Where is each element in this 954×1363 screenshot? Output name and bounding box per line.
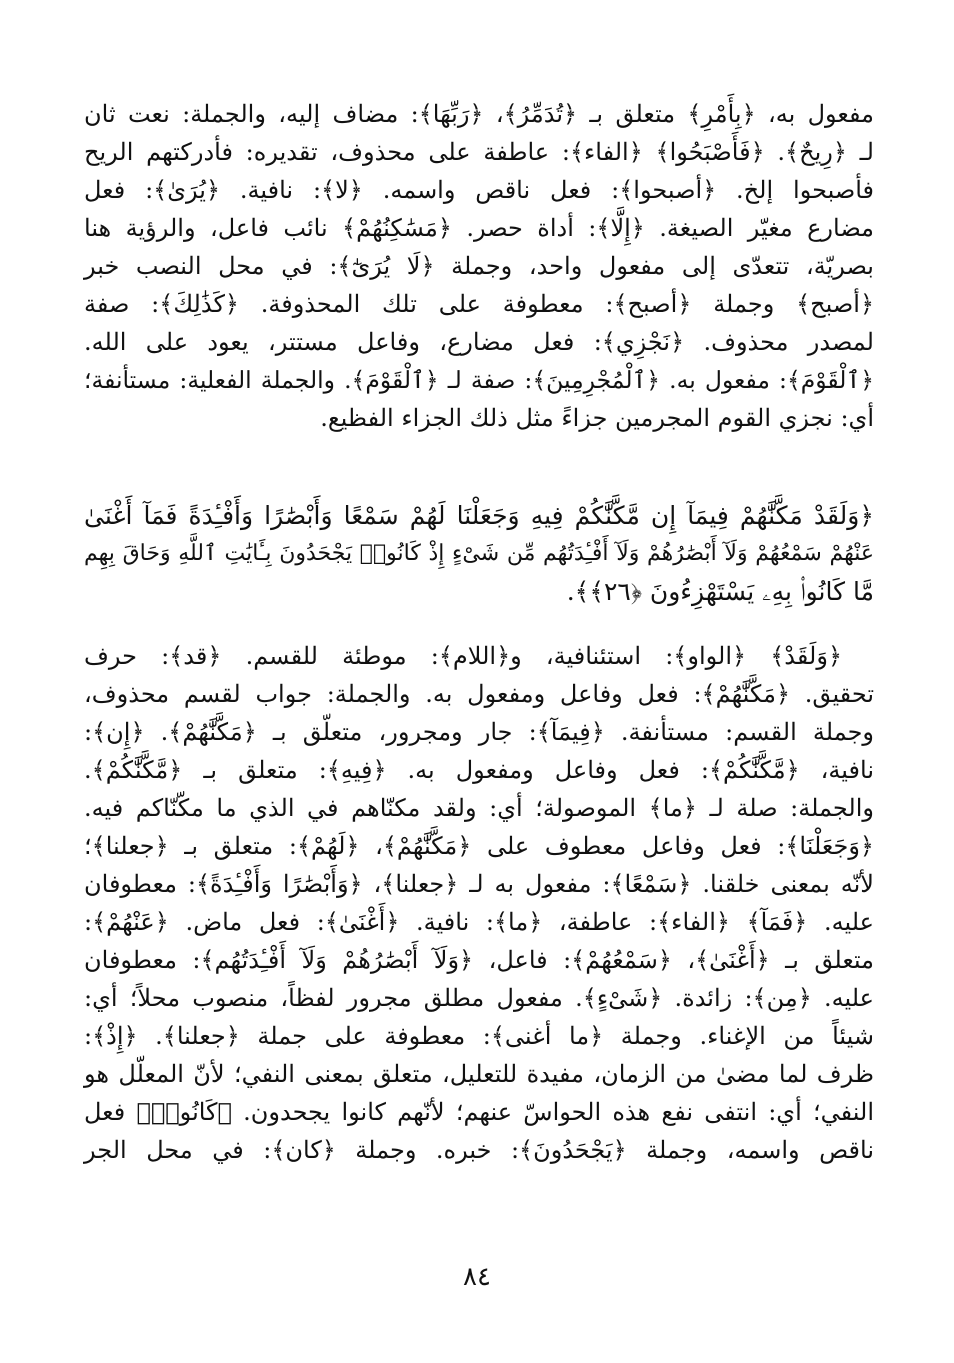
quran-verse [84, 497, 874, 611]
text-line: ظرف لما مضىٰ من الزمان، مفيدة للتعليل، متعلق بمعنى النفي؛ لأنّ المعلّل هو [84, 1060, 874, 1088]
text-line: ﴿وَلَقَدْ﴾ ﴿الواو﴾: استئنافية، و﴿اللام﴾: موطئة للقسم. ﴿قد﴾: حرف [84, 642, 843, 670]
text-line: ﴿وَجَعَلْنَا﴾: فعل وفاعل معطوف على ﴿مَكَّنَّٰهُمْ﴾، ﴿لَهُمْ﴾: متعلق بـ ﴿جعلنا﴾؛ [84, 832, 874, 860]
text-line: والجملة: صلة لـ ﴿ما﴾ الموصولة؛ أي: ولقد مكنّاهم في الذي ما مكّنّاكم فيه. [84, 794, 874, 822]
text-line: النفي؛ أي: انتفى نفع هذه الحواسّ عنهم؛ لأنّهم كانوا يجحدون. ﴿كَانُوا۟﴾ فعل [84, 1098, 874, 1126]
commentary-paragraph-2 [84, 637, 874, 1169]
text-line: مضارع مغيّر الصيغة. ﴿إِلَّا﴾: أداة حصر. ﴿مَسَٰكِنُهُمْ﴾ نائب فاعل، والرؤية هنا [84, 214, 874, 242]
verse-line: مَّا كَانُوا۟ بِهِۦ يَسْتَهْزِءُونَ ﴿٢٦﴾﴾. [566, 577, 874, 606]
text-line: ﴿أصبح﴾ وجملة ﴿أصبح﴾: معطوفة على تلك المحذوفة. ﴿كَذَٰلِكَ﴾: صفة [84, 290, 874, 318]
text-line: عليه. ﴿فَمَآ﴾ ﴿الفاء﴾: عاطفة، ﴿ما﴾: نافية. ﴿أَغْنَىٰ﴾: فعل ماض. ﴿عَنْهُمْ﴾: [84, 908, 874, 936]
page-number: ٨٤ [463, 1262, 491, 1292]
text-line: لـ ﴿رِيحٌ﴾. ﴿فَأَصْبَحُوا﴾ ﴿الفاء﴾: عاطفة على محذوف، تقديره: فأدركتهم الريح [84, 138, 874, 166]
commentary-paragraph-1 [84, 95, 874, 437]
text-line: عليه. ﴿مِن﴾: زائدة. ﴿شَىْءٍ﴾. مفعول مطلق مجرور لفظاً، منصوب محلاً؛ أي: [84, 984, 874, 1012]
text-line: تحقيق. ﴿مَكَّنَّٰهُمْ﴾: فعل وفاعل ومفعول به. والجملة: جواب لقسم محذوف، [84, 680, 874, 708]
text-line: فأصبحوا إلخ. ﴿أصبحوا﴾: فعل ناقص واسمه. ﴿لا﴾: نافية. ﴿يُرَىٰ﴾: فعل [84, 176, 874, 204]
text-line: متعلق بـ ﴿أَغْنَىٰ﴾، ﴿سَمْعُهُمْ﴾: فاعل، ﴿وَلَآ أَبْصَٰرُهُمْ وَلَآ أَفْـِٔدَتُهُم﴾: معطوفان [84, 946, 874, 974]
text-line: ناقص واسمه، وجملة ﴿يَجْحَدُونَ﴾: خبره. وجملة ﴿كان﴾: في محل الجر [84, 1136, 874, 1164]
verse-line: ﴿وَلَقَدْ مَكَّنَّٰهُمْ فِيمَآ إِن مَّكَّنَّٰكُمْ فِيهِ وَجَعَلْنَا لَهُمْ سَمْعًا وَأَبْصَٰرًا وَأَفْـِٔدَةً فَمَآ أَغْنَىٰ [84, 501, 874, 530]
verse-line: عَنْهُمْ سَمْعُهُمْ وَلَآ أَبْصَٰرُهُمْ وَلَآ أَفْـِٔدَتُهُم مِّن شَىْءٍ إِذْ كَانُوا۟ يَجْحَدُونَ بِـَٔايَٰتِ ٱللَّهِ وَحَاقَ بِهِم [84, 541, 874, 566]
text-line: شيئاً من الإغناء. وجملة ﴿ما أغنى﴾: معطوفة على جملة ﴿جعلنا﴾. ﴿إِذْ﴾: [84, 1022, 874, 1050]
text-line: ﴿ٱلْقَوْمَ﴾: مفعول به. ﴿ٱلْمُجْرِمِينَ﴾: صفة لـ ﴿ٱلْقَوْمَ﴾. والجملة الفعلية: مستأنفة؛ [84, 366, 874, 394]
text-line: لأنّه بمعنى خلقنا. ﴿سَمْعًا﴾: مفعول به لـ ﴿جعلنا﴾، ﴿وَأَبْصَٰرًا وَأَفْـِٔدَةً﴾: معطوفان [84, 870, 874, 898]
text-line: لمصدر محذوف. ﴿نَجْزِي﴾: فعل مضارع، وفاعل مستتر، يعود على الله. [84, 328, 874, 356]
text-line: مفعول به، ﴿بِأَمْرِ﴾ متعلق بـ ﴿تُدَمِّرُ﴾، ﴿رَبِّهَا﴾: مضاف إليه، والجملة: نعت ثان [84, 100, 874, 128]
text-line: أي: نجزي القوم المجرمين جزاءً مثل ذلك الجزاء الفظيع. [320, 404, 874, 432]
text-line: بصريّة، تتعدّى إلى مفعول واحد، وجملة ﴿لَا يُرَىٰٓ﴾: في محل النصب خبر [84, 252, 874, 280]
text-line: وجملة القسم: مستأنفة. ﴿فِيمَآ﴾: جار ومجرور، متعلّق بـ ﴿مَكَّنَّٰهُمْ﴾. ﴿إِن﴾: [84, 718, 874, 746]
text-line: نافية، ﴿مَّكَّنَّٰكُمْ﴾: فعل وفاعل ومفعول به. ﴿فِيهِ﴾: متعلق بـ ﴿مَّكَّنَّٰكُمْ﴾. [84, 756, 874, 784]
